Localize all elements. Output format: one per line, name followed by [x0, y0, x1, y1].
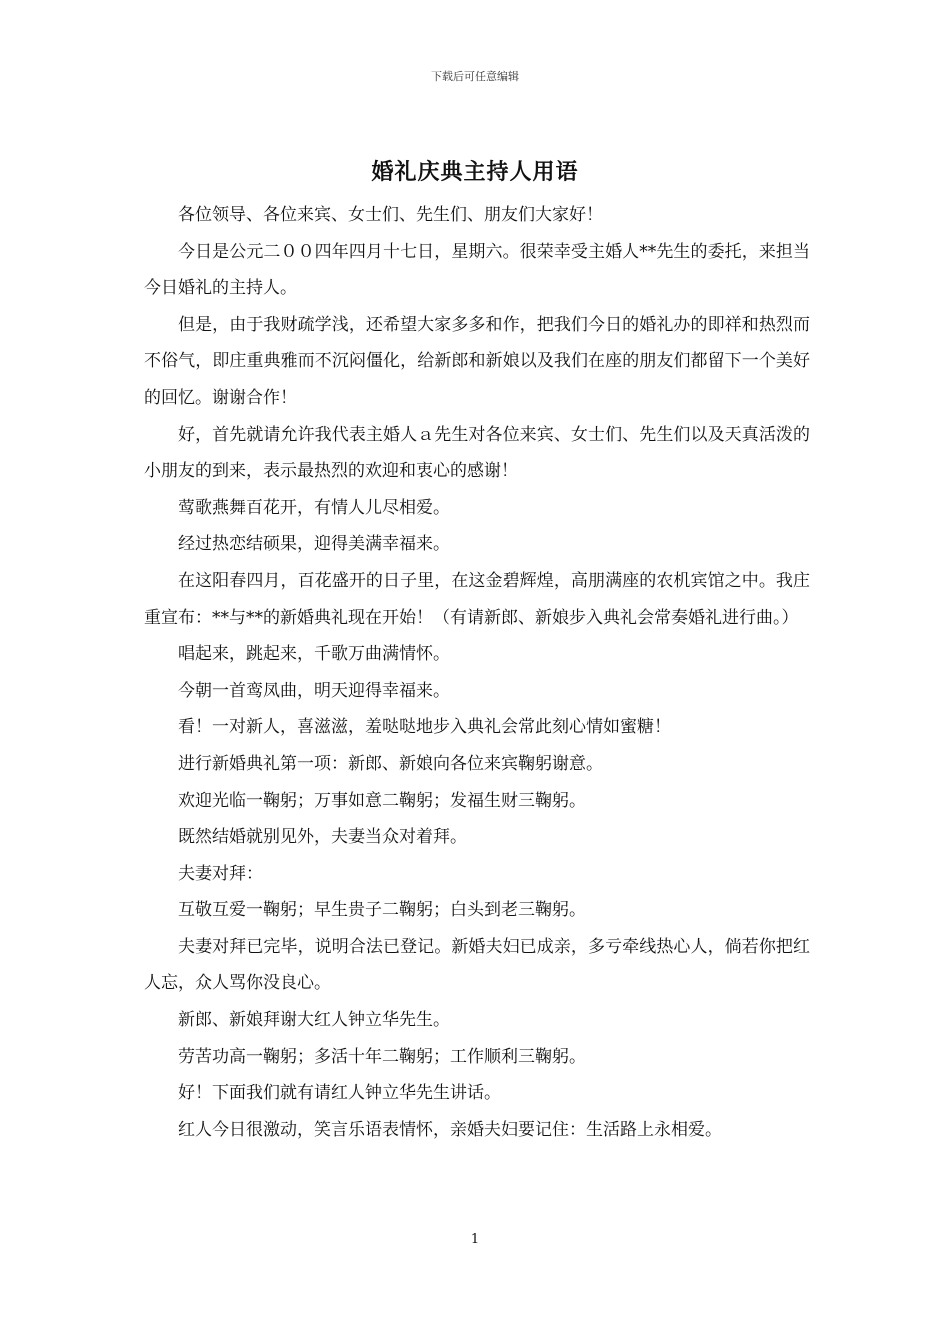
paragraph: 看！一对新人，喜滋滋，羞哒哒地步入典礼会常此刻心情如蜜糖！	[178, 717, 671, 738]
paragraph: 但是，由于我财疏学浅，还希望大家多多和作，把我们今日的婚礼办的即祥和热烈而不俗气，即庄重典雅而不沉闷僵化，给新郎和新娘以及我们在座的朋友们都留下一个美好的回忆。谢谢合作！	[144, 314, 810, 408]
paragraph: 劳苦功高一鞠躬；多活十年二鞠躬；工作顺利三鞠躬。	[178, 1046, 586, 1067]
paragraph: 夫妻对拜已完毕，说明合法已登记。新婚夫妇已成亲，多亏牵线热心人，倘若你把红人忘，众人骂你没良心。	[144, 936, 810, 994]
document-body	[144, 197, 810, 1148]
page-number: 1	[470, 1232, 480, 1247]
paragraph: 好，首先就请允许我代表主婚人ａ先生对各位来宾、女士们、先生们以及天真活泼的小朋友的到来，表示最热烈的欢迎和衷心的感谢！	[144, 424, 810, 482]
paragraph: 红人今日很激动，笑言乐语表情怀，亲婚夫妇要记住：生活路上永相爱。	[178, 1119, 722, 1140]
paragraph: 在这阳春四月，百花盛开的日子里，在这金碧辉煌，高朋满座的农机宾馆之中。我庄重宣布：**与**的新婚典礼现在开始！（有请新郎、新娘步入典礼会常奏婚礼进行曲。）	[144, 570, 810, 628]
paragraph: 莺歌燕舞百花开，有情人儿尽相爱。	[178, 497, 450, 518]
paragraph: 欢迎光临一鞠躬；万事如意二鞠躬；发福生财三鞠躬。	[178, 790, 586, 811]
paragraph: 夫妻对拜：	[178, 863, 263, 884]
paragraph: 互敬互爱一鞠躬；早生贵子二鞠躬；白头到老三鞠躬。	[178, 900, 586, 921]
paragraph: 今日是公元二００四年四月十七日，星期六。很荣幸受主婚人**先生的委托，来担当今日婚礼的主持人。	[144, 241, 810, 299]
paragraph: 唱起来，跳起来，千歌万曲满情怀。	[178, 644, 450, 665]
paragraph: 今朝一首鸾凤曲，明天迎得幸福来。	[178, 680, 450, 701]
page-header: 下载后可任意编辑	[431, 70, 519, 83]
paragraph: 进行新婚典礼第一项：新郎、新娘向各位来宾鞠躬谢意。	[178, 753, 603, 774]
paragraph: 经过热恋结硕果，迎得美满幸福来。	[178, 534, 450, 555]
paragraph: 既然结婚就别见外，夫妻当众对着拜。	[178, 827, 467, 848]
paragraph: 各位领导、各位来宾、女士们、先生们、朋友们大家好！	[178, 205, 603, 225]
document-title: 婚礼庆典主持人用语	[371, 159, 579, 185]
paragraph: 好！下面我们就有请红人钟立华先生讲话。	[178, 1083, 501, 1104]
paragraph: 新郎、新娘拜谢大红人钟立华先生。	[178, 1010, 450, 1031]
